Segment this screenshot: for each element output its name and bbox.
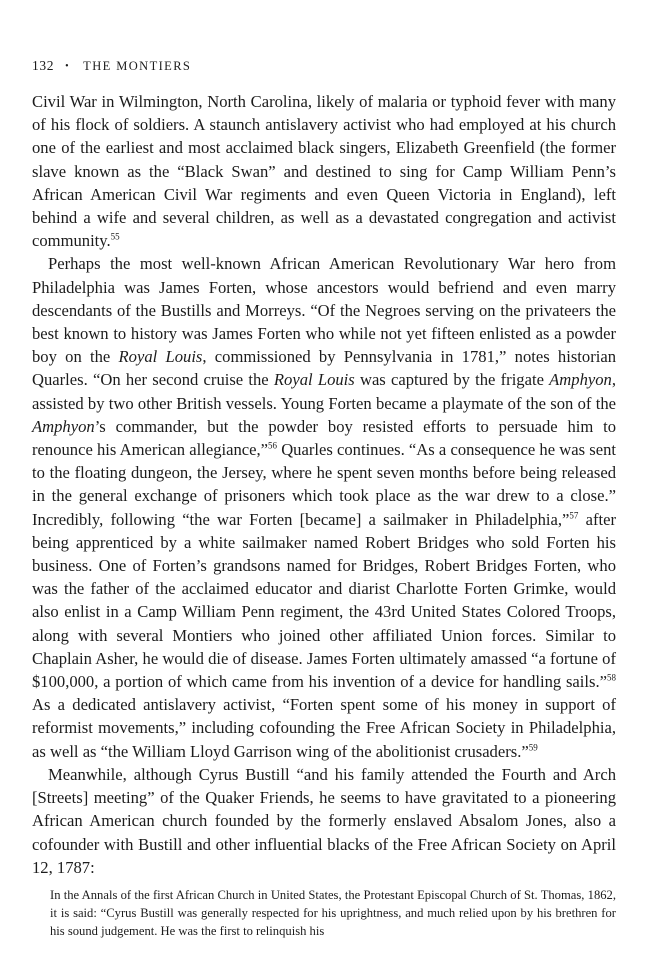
text-run: after being apprenticed by a white sailmaker named Robert Bridges who sold Forten his business. One of Forten’s grandsons named for Bridges, Robert Bridges Forten, who was the father of the acclaimed educator and diarist Charlotte Forten Grimke, would also enlist in a Camp William Penn regiment, the 43rd United States Colored Troops, along with several Montiers who joined other affiliated Union forces. Similar to Chaplain Asher, he would die of disease. James Forten ultimately amassed “a fortune of $100,000, a portion of which came from his invention of a device for handling sails.” — [32, 509, 617, 692]
footnote-ref: 55 — [110, 231, 120, 242]
text-run: was captured by the frigate — [354, 370, 550, 390]
italic-title: Royal Louis — [118, 347, 203, 367]
footnote-ref: 56 — [268, 440, 278, 451]
italic-title: Amphyon — [549, 370, 612, 390]
italic-title: Amphyon — [32, 416, 95, 436]
body-paragraph — [32, 763, 616, 879]
footnote-ref: 59 — [528, 742, 538, 753]
text-run: Meanwhile, although Cyrus Bustill “and his family attended the Fourth and Arch [Streets] meeting” of the Quaker Friends, he seems to have gravitated to a pioneering African American church founded by the formerly enslaved Absalom Jones, also a cofounder with Bustill and other influential blacks of the Free African Society on April 12, 1787: — [32, 764, 616, 877]
body-text — [32, 90, 616, 879]
italic-title: Royal Louis — [273, 370, 355, 390]
footnote-ref: 58 — [607, 672, 616, 683]
text-run: Civil War in Wilmington, North Carolina, likely of malaria or typhoid fever with many of his flock of soldiers. A staunch antislavery activist who had employed at his church one of the earliest and most acclaimed black singers, Elizabeth Greenfield (the former slave known as the “Black Swan” and destined to sing for Camp William Penn’s African American Civil War regiments and even Queen Victoria in England), left behind a wife and several children, as well as a devastated congregation and activist community. — [32, 92, 616, 251]
text-run: Perhaps the most well-known African American Revolutionary War hero from Philadelphia was James Forten, whose ancestors would befriend and even marry descendants of the Bustills and Morreys. “Of the Negroes serving on the privateers the best known to history was James Forten who while not yet fifteen enlisted as a powder boy on the — [32, 254, 616, 367]
text-run: Quarles continues. “As a consequence he was sent to the floating dungeon, the Jersey, where he spent seven months before being released in the general exchange of prisoners which took place as the war drew to a close.” Incredibly, following “the war Forten [became] a sailmaker in Philadelphia,” — [32, 440, 616, 529]
footnote-ref: 57 — [569, 510, 579, 521]
text-run: , assisted by two other British vessels. Young Forten became a playmate of the son of the — [32, 370, 617, 413]
body-paragraph — [32, 252, 616, 762]
book-page — [32, 56, 616, 940]
bullet-separator: • — [65, 60, 70, 72]
text-run: As a dedicated antislavery activist, “Forten spent some of his money in support of reformist movements,” including cofounding the Free African Society in Philadelphia, as well as “the William Lloyd Garrison wing of the abolitionist crusaders.” — [32, 695, 616, 761]
text-run: , commissioned by Pennsylvania in 1781,” notes historian Quarles. “On her second cruise the — [32, 347, 616, 390]
text-run: ’s commander, but the powder boy resisted efforts to persuade him to renounce his American allegiance,” — [32, 416, 616, 460]
page-number: 132 — [32, 58, 55, 73]
running-head — [32, 56, 616, 76]
body-paragraph — [32, 90, 616, 252]
block-quote: In the Annals of the first African Church in United States, the Protestant Episcopal Church of St. Thomas, 1862, it is said: “Cyrus Bustill was generally respected for his uprightness, and much relied upon by his brethren for his sound judgement. He was the first to relinquish his — [50, 887, 616, 938]
running-title: THE MONTIERS — [83, 58, 192, 73]
